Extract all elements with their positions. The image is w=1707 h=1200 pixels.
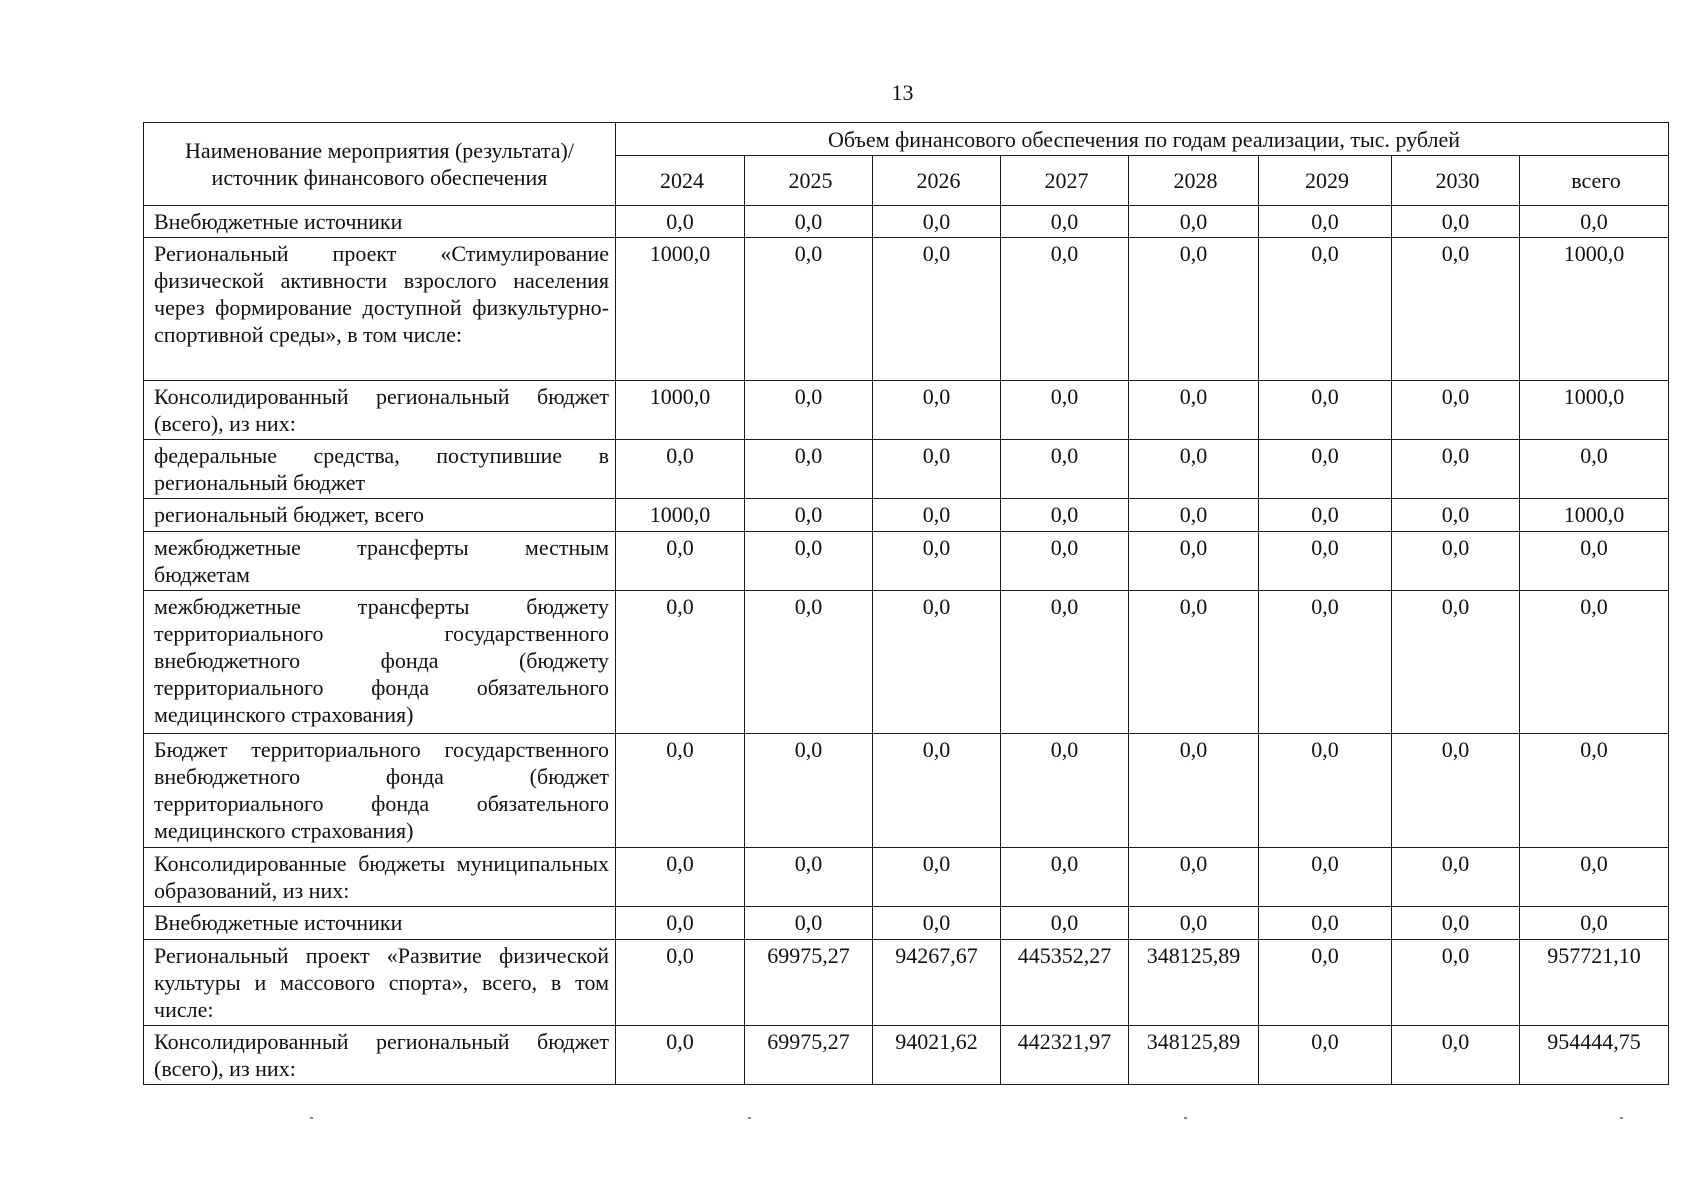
- value-cell: 0,0: [1392, 499, 1520, 532]
- scan-mark: [1184, 1117, 1187, 1119]
- value-cell: 0,0: [1001, 734, 1129, 848]
- table-row: [144, 734, 1669, 848]
- value-cell: 0,0: [1259, 238, 1392, 381]
- value-cell: 0,0: [1129, 591, 1259, 734]
- value-cell: 0,0: [1129, 848, 1259, 907]
- row-name: Региональный проект «Развитие физической культуры и массового спорта», всего, в том числе:: [144, 940, 616, 1026]
- value-cell: 0,0: [873, 591, 1001, 734]
- value-cell: 0,0: [1520, 734, 1669, 848]
- value-cell: 0,0: [1392, 848, 1520, 907]
- row-name: Консолидированный региональный бюджет (всего), из них:: [144, 381, 616, 440]
- value-cell: 0,0: [1001, 499, 1129, 532]
- scan-mark: [1620, 1117, 1623, 1119]
- row-name: Внебюджетные источники: [144, 907, 616, 940]
- value-cell: 0,0: [616, 440, 745, 499]
- value-cell: 0,0: [1392, 206, 1520, 238]
- value-cell: 0,0: [616, 907, 745, 940]
- value-cell: 0,0: [1129, 381, 1259, 440]
- value-cell: 0,0: [873, 532, 1001, 591]
- table-row: [144, 532, 1669, 591]
- value-cell: 0,0: [616, 1026, 745, 1085]
- value-cell: 0,0: [616, 591, 745, 734]
- value-cell: 0,0: [873, 499, 1001, 532]
- value-cell: 0,0: [616, 848, 745, 907]
- value-cell: 1000,0: [1520, 238, 1669, 381]
- financing-table: [143, 122, 1669, 1085]
- value-cell: 445352,27: [1001, 940, 1129, 1026]
- value-cell: 0,0: [745, 591, 873, 734]
- table-row: [144, 1026, 1669, 1085]
- value-cell: 1000,0: [1520, 499, 1669, 532]
- year-header: 2025: [745, 156, 873, 206]
- value-cell: 0,0: [1392, 381, 1520, 440]
- table-row: [144, 440, 1669, 499]
- value-cell: 0,0: [1520, 907, 1669, 940]
- table-row: [144, 848, 1669, 907]
- value-cell: 1000,0: [616, 238, 745, 381]
- page-number: 13: [891, 80, 914, 105]
- year-header: 2029: [1259, 156, 1392, 206]
- value-cell: 0,0: [1520, 532, 1669, 591]
- value-cell: 0,0: [1392, 1026, 1520, 1085]
- value-cell: 0,0: [616, 206, 745, 238]
- value-cell: 1000,0: [616, 381, 745, 440]
- value-cell: 0,0: [616, 532, 745, 591]
- value-cell: 0,0: [1259, 734, 1392, 848]
- row-name: Консолидированный региональный бюджет (всего), из них:: [144, 1026, 616, 1085]
- value-cell: 0,0: [616, 734, 745, 848]
- value-cell: 957721,10: [1520, 940, 1669, 1026]
- value-cell: 0,0: [1129, 499, 1259, 532]
- value-cell: 0,0: [745, 206, 873, 238]
- year-header: 2030: [1392, 156, 1520, 206]
- value-cell: 0,0: [1259, 907, 1392, 940]
- value-cell: 69975,27: [745, 1026, 873, 1085]
- row-name: региональный бюджет, всего: [144, 499, 616, 532]
- value-cell: 0,0: [1001, 381, 1129, 440]
- row-name: Региональный проект «Стимулирование физической активности взрослого населения через формирование доступной физкультурно-спортивной среды», в том числе:: [144, 238, 616, 381]
- value-cell: 0,0: [1520, 591, 1669, 734]
- row-name: Внебюджетные источники: [144, 206, 616, 238]
- value-cell: 348125,89: [1129, 940, 1259, 1026]
- value-cell: 0,0: [1129, 532, 1259, 591]
- value-cell: 0,0: [1129, 907, 1259, 940]
- value-cell: 1000,0: [616, 499, 745, 532]
- value-cell: 0,0: [1259, 440, 1392, 499]
- year-header: 2026: [873, 156, 1001, 206]
- value-cell: 0,0: [1392, 440, 1520, 499]
- row-name: федеральные средства, поступившие в региональный бюджет: [144, 440, 616, 499]
- value-cell: 0,0: [873, 238, 1001, 381]
- table-row: [144, 238, 1669, 381]
- value-cell: 0,0: [873, 907, 1001, 940]
- value-cell: 0,0: [1259, 940, 1392, 1026]
- value-cell: 0,0: [1259, 848, 1392, 907]
- value-cell: 0,0: [1259, 499, 1392, 532]
- value-cell: 0,0: [1392, 591, 1520, 734]
- value-cell: 0,0: [1001, 848, 1129, 907]
- value-cell: 0,0: [745, 532, 873, 591]
- value-cell: 0,0: [745, 440, 873, 499]
- value-cell: 0,0: [873, 848, 1001, 907]
- value-cell: 0,0: [745, 381, 873, 440]
- table-row: [144, 591, 1669, 734]
- value-cell: 0,0: [1392, 940, 1520, 1026]
- table-body: [144, 206, 1669, 1085]
- value-cell: 0,0: [1001, 591, 1129, 734]
- table-row: [144, 206, 1669, 238]
- row-name: Бюджет территориального государственного внебюджетного фонда (бюджет территориального фонда обязательного медицинского страхования): [144, 734, 616, 848]
- value-cell: 0,0: [745, 238, 873, 381]
- value-cell: 0,0: [1392, 734, 1520, 848]
- value-cell: 954444,75: [1520, 1026, 1669, 1085]
- year-header: всего: [1520, 156, 1669, 206]
- value-cell: 0,0: [1259, 532, 1392, 591]
- value-cell: 0,0: [1259, 1026, 1392, 1085]
- value-cell: 0,0: [1392, 532, 1520, 591]
- funding-group-header: Объем финансового обеспечения по годам реализации, тыс. рублей: [616, 123, 1669, 156]
- name-column-header: Наименование мероприятия (результата)/источник финансового обеспечения: [144, 123, 616, 206]
- value-cell: 0,0: [745, 907, 873, 940]
- value-cell: 0,0: [1001, 440, 1129, 499]
- value-cell: 0,0: [1129, 734, 1259, 848]
- scan-mark: [748, 1117, 751, 1119]
- value-cell: 0,0: [873, 206, 1001, 238]
- row-name: Консолидированные бюджеты муниципальных образований, из них:: [144, 848, 616, 907]
- year-header: 2027: [1001, 156, 1129, 206]
- value-cell: 0,0: [1001, 206, 1129, 238]
- value-cell: 0,0: [1259, 206, 1392, 238]
- value-cell: 0,0: [745, 499, 873, 532]
- value-cell: 0,0: [1392, 907, 1520, 940]
- value-cell: 0,0: [1001, 532, 1129, 591]
- value-cell: 0,0: [1001, 907, 1129, 940]
- value-cell: 94267,67: [873, 940, 1001, 1026]
- value-cell: 0,0: [1129, 206, 1259, 238]
- value-cell: 0,0: [616, 940, 745, 1026]
- year-header: 2024: [616, 156, 745, 206]
- value-cell: 0,0: [745, 848, 873, 907]
- table-row: [144, 907, 1669, 940]
- value-cell: 0,0: [1520, 848, 1669, 907]
- value-cell: 0,0: [1259, 591, 1392, 734]
- row-name: межбюджетные трансферты местным бюджетам: [144, 532, 616, 591]
- value-cell: 0,0: [873, 440, 1001, 499]
- table-row: [144, 381, 1669, 440]
- value-cell: 94021,62: [873, 1026, 1001, 1085]
- scan-mark: [310, 1117, 313, 1119]
- value-cell: 348125,89: [1129, 1026, 1259, 1085]
- value-cell: 0,0: [1520, 206, 1669, 238]
- value-cell: 0,0: [873, 734, 1001, 848]
- value-cell: 69975,27: [745, 940, 873, 1026]
- value-cell: 0,0: [1129, 440, 1259, 499]
- table-row: [144, 940, 1669, 1026]
- value-cell: 0,0: [745, 734, 873, 848]
- value-cell: 0,0: [1520, 440, 1669, 499]
- row-name: межбюджетные трансферты бюджету территориального государственного внебюджетного фонда (бюджету территориального фонда обязательного медицинского страхования): [144, 591, 616, 734]
- value-cell: 0,0: [1001, 238, 1129, 381]
- table-row: [144, 499, 1669, 532]
- value-cell: 0,0: [873, 381, 1001, 440]
- value-cell: 442321,97: [1001, 1026, 1129, 1085]
- value-cell: 0,0: [1129, 238, 1259, 381]
- value-cell: 0,0: [1259, 381, 1392, 440]
- value-cell: 1000,0: [1520, 381, 1669, 440]
- value-cell: 0,0: [1392, 238, 1520, 381]
- year-header: 2028: [1129, 156, 1259, 206]
